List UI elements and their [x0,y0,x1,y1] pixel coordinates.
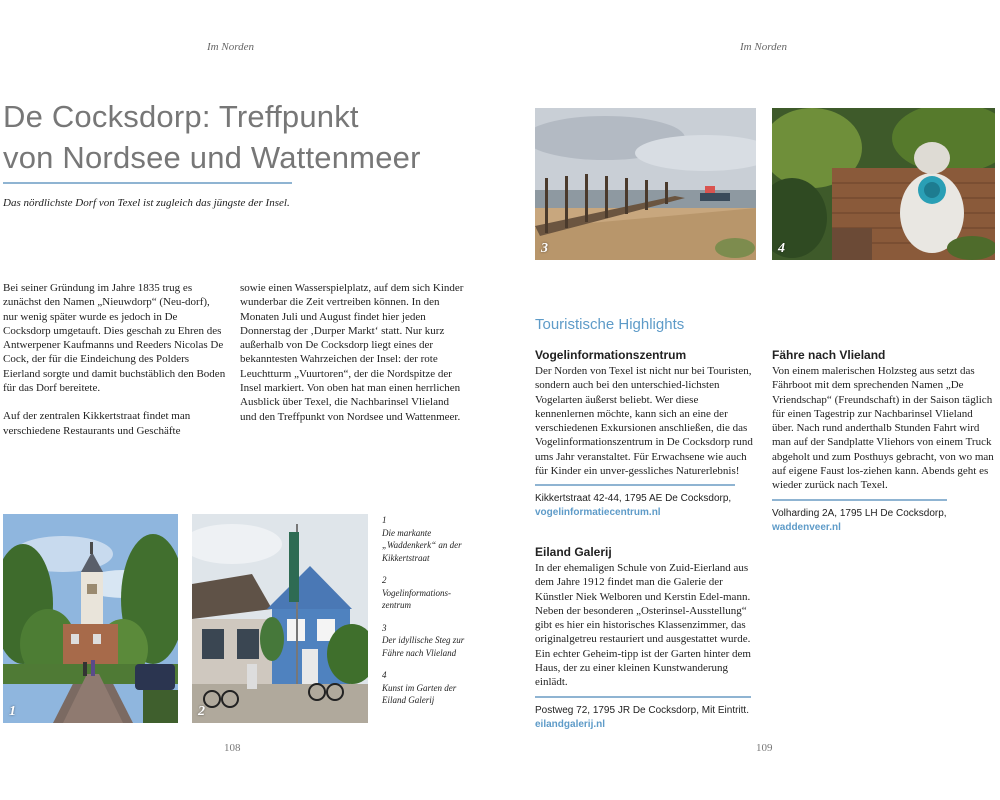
page-title [3,96,421,178]
caption-text: Kunst im Garten der Eiland Galerij [382,682,457,705]
highlight-address: Postweg 72, 1795 JR De Cocksdorp, Mit Eintritt. [535,704,749,716]
caption-item [382,574,467,612]
photo-kunst-garten [772,108,995,260]
highlight-address: Volharding 2A, 1795 LH De Cocksdorp, [772,507,947,519]
highlight-link[interactable]: eilandgalerij.nl [535,718,606,730]
caption-number: 2 [382,575,387,585]
photo-vogelinformationszentrum [192,514,368,723]
highlight-rule [535,696,751,698]
caption-list [382,514,467,717]
photo-steg-image [535,108,756,260]
body-column-2 [240,281,466,438]
caption-number: 3 [382,622,387,633]
highlight-text: Der Norden von Texel ist nicht nur bei Touristen, sondern auch bei den unterschied-lichsten Vogelarten äußerst beliebt. Wer diese kennenlernen möchte, kann sich an eine der verschiedenen Exkursionen anschließen, die das Vogelinformationszentrum in De Cocksdorp rund ums Jahr veranstaltet. Für Erwachsene wie auch für Kinder ein unver-gessliches Naturerlebnis! [535,365,753,478]
photo-number-1: 1 [9,704,16,719]
highlight-rule [535,484,735,486]
photo-steg [535,108,756,260]
section-title: Touristische Highlights [535,316,685,333]
photo-kunst-garten-image [772,108,995,260]
highlight-heading: Vogelinformationszentrum [535,348,687,362]
photo-vogelinformationszentrum-image [192,514,368,723]
title-line-2: von Nordsee und Wattenmeer [3,140,421,175]
body-column-1 [3,281,227,452]
caption-item [382,669,467,707]
caption-text: Die markante „Waddenkerk“ an der Kikkertstraat [382,527,462,563]
paragraph: Bei seiner Gründung im Jahre 1835 trug es zunächst den Namen „Nieuwdorp“ (Neu-dorf), nur wenig später wurde es jedoch in De Cocksdorp umgetauft. Dies geschah zu Ehren des Antwerpener Kaufmanns und Reeders Nicolas De Cock, der für die Eindeichung des Polders Eierland sorgte und damit buchstäblich den Boden für das Dorf bereitete. [3,282,226,395]
caption-item [382,622,467,660]
photo-waddenkerk-image [3,514,178,723]
highlight-text: In der ehemaligen Schule von Zuid-Eierland aus dem Jahre 1912 findet man die Galerie der Künstler Niek Welboren und Kerstin Edel-mann. Neben der besonderen „Osterinsel-Ausstellung“ gibt es hier ein historisches Klassenzimmer, das originalgetreu restauriert und ausgestattet wurde. Ein echter Geheim-tipp ist der Garten hinter dem Haus, der zu einer kleinen Kunstwanderung einlädt. [535,562,751,689]
highlight-heading: Fähre nach Vlieland [772,348,886,362]
highlight-rule [772,499,947,501]
highlight-faehre-vlieland [772,348,995,535]
photo-number-3: 3 [541,241,548,256]
running-head-right: Im Norden [740,41,787,53]
running-head-left: Im Norden [207,41,254,53]
title-line-1: De Cocksdorp: Treffpunkt [3,99,359,134]
highlight-vogelinformationszentrum [535,348,757,520]
photo-number-4: 4 [778,241,785,256]
caption-number: 4 [382,670,387,680]
caption-number: 1 [382,515,387,525]
paragraph: Auf der zentralen Kikkertstraat findet man verschiedene Restaurants und Geschäfte [3,410,191,437]
page-number-right: 109 [756,742,773,754]
caption-text: Vogelinformations-zentrum [382,587,451,610]
caption-item [382,514,467,564]
lead-text: Das nördlichste Dorf von Texel ist zugleich das jüngste der Insel. [3,197,290,209]
highlight-link[interactable]: waddenveer.nl [772,521,841,533]
title-rule [3,182,292,184]
photo-waddenkerk [3,514,178,723]
highlight-address: Kikkertstraat 42-44, 1795 AE De Cocksdorp, [535,493,732,505]
page-number-left: 108 [224,742,241,754]
highlight-text: Von einem malerischen Holzsteg aus setzt das Fährboot mit dem sprechenden Namen „De Vriendschap“ (Freundschaft) in der Saison täglich für einen Tagestrip zur Nachbarinsel Vlieland über. Nach rund anderthalb Stunden Fahrt wird man auf der Sandplatte Vliehors von einem Truck abgeholt und zum Posthuys gebracht, von wo man auf eigene Faust los-ziehen kann. Abends geht es wieder zurück nach Texel. [772,365,994,492]
highlight-heading: Eiland Galerij [535,545,612,559]
highlight-link[interactable]: vogelinformatiecentrum.nl [535,507,661,519]
paragraph: sowie einen Wasserspielplatz, auf dem sich Kinder wunderbar die Zeit vertreiben können. In den Monaten Juli und August findet hier jeden Donnerstag der ‚Durper Markt‘ statt. Nur kurz außerhalb von De Cocksdorp liegt eines der bekanntesten Wahrzeichen der Insel: der rote Leuchtturm „Vuurtoren“, der die Nordspitze der Insel markiert. Von oben hat man einen herrlichen Ausblick über Texel, die Nachbarinsel Vlieland und den Treffpunkt von Nordsee und Wattenmeer. [240,282,464,423]
caption-text: Der idyllische Steg zur Fähre nach Vlieland [382,635,465,658]
highlight-eiland-galerij [535,545,757,732]
photo-number-2: 2 [198,704,205,719]
